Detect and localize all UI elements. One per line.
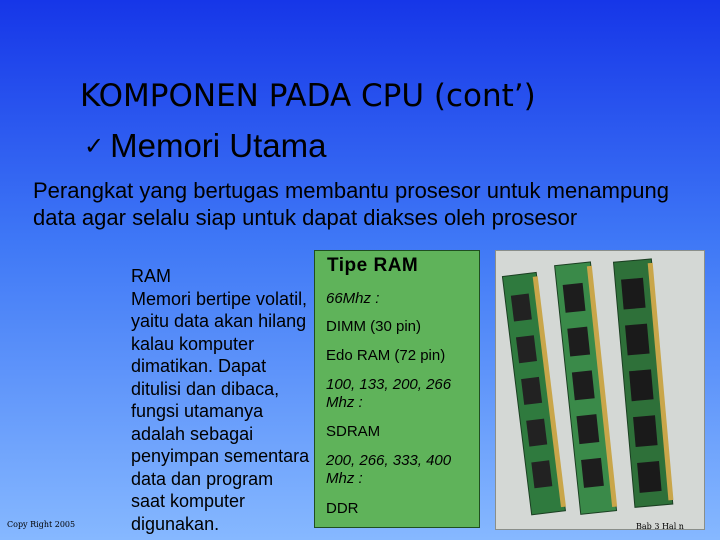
ram-type-name: DIMM (30 pin) bbox=[326, 318, 422, 335]
copyright-footer: Copy Right 2005 bbox=[7, 520, 76, 529]
ram-line: penyimpan sementara bbox=[131, 446, 310, 466]
ram-modules-photo bbox=[495, 250, 705, 530]
ram-line: saat komputer bbox=[131, 491, 246, 511]
slide-title: KOMPONEN PADA CPU (cont’) bbox=[80, 78, 536, 114]
subtitle-text: Memori Utama bbox=[110, 127, 327, 164]
ram-description bbox=[131, 265, 316, 535]
ram-line: adalah sebagai bbox=[131, 423, 254, 444]
ram-type-speed: 66Mhz : bbox=[326, 290, 380, 307]
ram-line: digunakan. bbox=[131, 513, 220, 534]
intro-paragraph: Perangkat yang bertugas membantu prosesor untuk menampung data agar selalu siap untuk dapat diakses oleh prosesor bbox=[33, 178, 669, 230]
subtitle bbox=[84, 127, 326, 165]
ram-line: data dan program bbox=[131, 468, 274, 489]
ram-types-box bbox=[314, 250, 480, 528]
ram-type-name: DDR bbox=[326, 500, 359, 517]
page-footer: Bab 3 Hal n bbox=[636, 522, 684, 531]
ram-line: Memori bertipe volatil, bbox=[131, 288, 308, 309]
ram-line: fungsi utamanya bbox=[131, 401, 264, 421]
checkmark-icon: ✓ bbox=[84, 133, 105, 160]
ram-line: ditulisi dan dibaca, bbox=[131, 378, 280, 399]
ram-heading: RAM bbox=[131, 266, 171, 286]
ram-type-speed-unit: Mhz : bbox=[326, 470, 363, 487]
ram-type-speed: 100, 133, 200, 266 bbox=[326, 376, 452, 393]
ram-type-name: Edo RAM (72 pin) bbox=[326, 347, 446, 364]
ram-types-title: Tipe RAM bbox=[327, 255, 419, 276]
ram-line: dimatikan. Dapat bbox=[131, 356, 267, 376]
ram-type-speed-unit: Mhz : bbox=[326, 394, 363, 411]
ram-line: kalau komputer bbox=[131, 333, 255, 354]
ram-line: yaitu data akan hilang bbox=[131, 311, 307, 331]
ram-type-name: SDRAM bbox=[326, 423, 381, 440]
ram-type-speed: 200, 266, 333, 400 bbox=[326, 452, 452, 469]
